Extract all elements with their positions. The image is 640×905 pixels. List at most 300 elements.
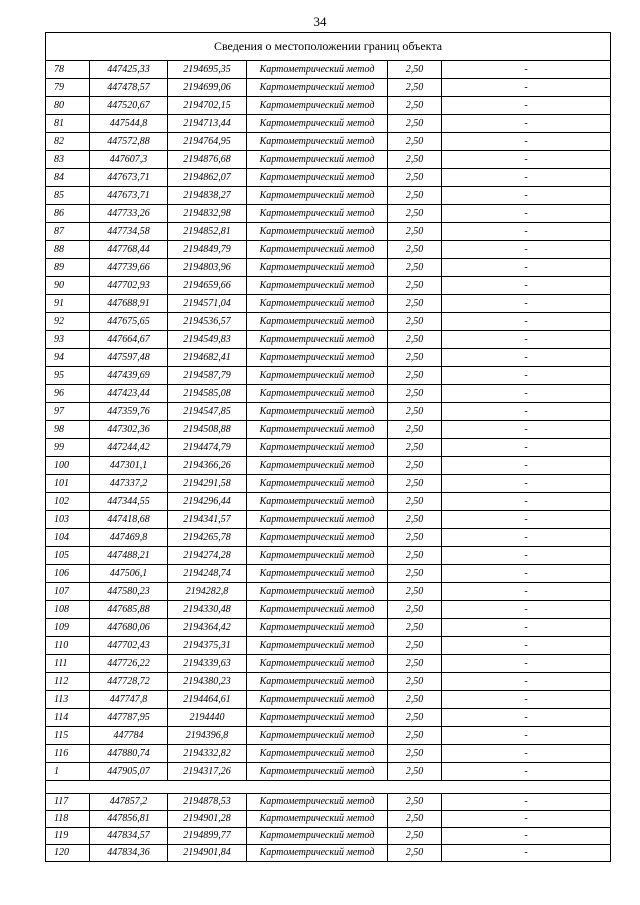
table-row (46, 115, 611, 133)
point-number-cell: 79 (46, 79, 90, 97)
coord-x-cell: 447423,44 (90, 385, 168, 403)
point-number-cell: 112 (46, 673, 90, 691)
accuracy-cell: 2,50 (388, 547, 442, 565)
separator-row (46, 781, 611, 794)
description-cell: - (442, 475, 611, 493)
coord-y-cell: 2194699,06 (168, 79, 247, 97)
coord-x-cell: 447726,22 (90, 655, 168, 673)
coord-y-cell: 2194585,08 (168, 385, 247, 403)
coord-x-cell: 447834,36 (90, 845, 168, 862)
coord-x-cell: 447880,74 (90, 745, 168, 763)
method-cell: Картометрический метод (247, 151, 388, 169)
method-cell: Картометрический метод (247, 547, 388, 565)
table-row (46, 493, 611, 511)
description-cell: - (442, 673, 611, 691)
coord-y-cell: 2194332,82 (168, 745, 247, 763)
method-cell: Картометрический метод (247, 187, 388, 205)
point-number-cell: 104 (46, 529, 90, 547)
table-row (46, 637, 611, 655)
description-cell: - (442, 811, 611, 828)
accuracy-cell: 2,50 (388, 601, 442, 619)
accuracy-cell: 2,50 (388, 97, 442, 115)
method-cell: Картометрический метод (247, 493, 388, 511)
point-number-cell: 119 (46, 828, 90, 845)
table-row (46, 223, 611, 241)
accuracy-cell: 2,50 (388, 845, 442, 862)
coord-x-cell: 447425,33 (90, 61, 168, 79)
point-number-cell: 78 (46, 61, 90, 79)
point-number-cell: 1 (46, 763, 90, 781)
coord-x-cell: 447478,57 (90, 79, 168, 97)
table-row (46, 727, 611, 745)
method-cell: Картометрический метод (247, 367, 388, 385)
accuracy-cell: 2,50 (388, 745, 442, 763)
coord-x-cell: 447544,8 (90, 115, 168, 133)
accuracy-cell: 2,50 (388, 259, 442, 277)
table-row (46, 205, 611, 223)
coord-y-cell: 2194536,57 (168, 313, 247, 331)
coord-y-cell: 2194248,74 (168, 565, 247, 583)
table-row (46, 241, 611, 259)
table-row (46, 709, 611, 727)
table-row (46, 367, 611, 385)
accuracy-cell: 2,50 (388, 223, 442, 241)
point-number-cell: 92 (46, 313, 90, 331)
method-cell: Картометрический метод (247, 61, 388, 79)
description-cell: - (442, 547, 611, 565)
table-row (46, 349, 611, 367)
method-cell: Картометрический метод (247, 619, 388, 637)
method-cell: Картометрический метод (247, 794, 388, 811)
accuracy-cell: 2,50 (388, 727, 442, 745)
coord-x-cell: 447856,81 (90, 811, 168, 828)
point-number-cell: 111 (46, 655, 90, 673)
accuracy-cell: 2,50 (388, 529, 442, 547)
table-row (46, 828, 611, 845)
coord-y-cell: 2194862,07 (168, 169, 247, 187)
coord-y-cell: 2194682,41 (168, 349, 247, 367)
table-row (46, 169, 611, 187)
table-row (46, 331, 611, 349)
coord-y-cell: 2194713,44 (168, 115, 247, 133)
table-row (46, 277, 611, 295)
coord-y-cell: 2194702,15 (168, 97, 247, 115)
point-number-cell: 86 (46, 205, 90, 223)
description-cell: - (442, 709, 611, 727)
table-row (46, 811, 611, 828)
accuracy-cell: 2,50 (388, 583, 442, 601)
method-cell: Картометрический метод (247, 457, 388, 475)
coord-x-cell: 447418,68 (90, 511, 168, 529)
point-number-cell: 81 (46, 115, 90, 133)
point-number-cell: 85 (46, 187, 90, 205)
coord-x-cell: 447520,67 (90, 97, 168, 115)
method-cell: Картометрический метод (247, 313, 388, 331)
description-cell: - (442, 313, 611, 331)
coord-x-cell: 447784 (90, 727, 168, 745)
accuracy-cell: 2,50 (388, 637, 442, 655)
table-row (46, 439, 611, 457)
accuracy-cell: 2,50 (388, 655, 442, 673)
table-row (46, 151, 611, 169)
description-cell: - (442, 205, 611, 223)
method-cell: Картометрический метод (247, 115, 388, 133)
description-cell: - (442, 727, 611, 745)
table-row (46, 295, 611, 313)
point-number-cell: 105 (46, 547, 90, 565)
point-number-cell: 120 (46, 845, 90, 862)
coord-x-cell: 447344,55 (90, 493, 168, 511)
coord-x-cell: 447747,8 (90, 691, 168, 709)
coord-y-cell: 2194366,26 (168, 457, 247, 475)
point-number-cell: 114 (46, 709, 90, 727)
point-number-cell: 90 (46, 277, 90, 295)
method-cell: Картометрический метод (247, 655, 388, 673)
coord-x-cell: 447439,69 (90, 367, 168, 385)
description-cell: - (442, 169, 611, 187)
description-cell: - (442, 565, 611, 583)
coord-x-cell: 447301,1 (90, 457, 168, 475)
method-cell: Картометрический метод (247, 439, 388, 457)
method-cell: Картометрический метод (247, 421, 388, 439)
coord-y-cell: 2194380,23 (168, 673, 247, 691)
point-number-cell: 89 (46, 259, 90, 277)
page-number: 34 (313, 14, 327, 29)
coord-x-cell: 447702,43 (90, 637, 168, 655)
description-cell: - (442, 115, 611, 133)
accuracy-cell: 2,50 (388, 367, 442, 385)
accuracy-cell: 2,50 (388, 241, 442, 259)
description-cell: - (442, 241, 611, 259)
coord-y-cell: 2194317,26 (168, 763, 247, 781)
coord-x-cell: 447488,21 (90, 547, 168, 565)
accuracy-cell: 2,50 (388, 133, 442, 151)
description-cell: - (442, 259, 611, 277)
accuracy-cell: 2,50 (388, 493, 442, 511)
coord-y-cell: 2194901,28 (168, 811, 247, 828)
accuracy-cell: 2,50 (388, 457, 442, 475)
table-row (46, 187, 611, 205)
table-row (46, 691, 611, 709)
coord-x-cell: 447244,42 (90, 439, 168, 457)
method-cell: Картометрический метод (247, 403, 388, 421)
coord-y-cell: 2194764,95 (168, 133, 247, 151)
description-cell: - (442, 619, 611, 637)
accuracy-cell: 2,50 (388, 709, 442, 727)
coord-x-cell: 447857,2 (90, 794, 168, 811)
table-row (46, 547, 611, 565)
method-cell: Картометрический метод (247, 828, 388, 845)
coord-y-cell: 2194474,79 (168, 439, 247, 457)
coord-x-cell: 447673,71 (90, 187, 168, 205)
point-number-cell: 116 (46, 745, 90, 763)
point-number-cell: 109 (46, 619, 90, 637)
point-number-cell: 95 (46, 367, 90, 385)
point-number-cell: 87 (46, 223, 90, 241)
description-cell: - (442, 331, 611, 349)
description-cell: - (442, 655, 611, 673)
accuracy-cell: 2,50 (388, 313, 442, 331)
method-cell: Картометрический метод (247, 583, 388, 601)
description-cell: - (442, 133, 611, 151)
table-row (46, 313, 611, 331)
accuracy-cell: 2,50 (388, 794, 442, 811)
coord-x-cell: 447607,3 (90, 151, 168, 169)
coord-x-cell: 447688,91 (90, 295, 168, 313)
point-number-cell: 102 (46, 493, 90, 511)
method-cell: Картометрический метод (247, 169, 388, 187)
description-cell: - (442, 794, 611, 811)
table-row (46, 421, 611, 439)
coord-y-cell: 2194364,42 (168, 619, 247, 637)
coord-x-cell: 447359,76 (90, 403, 168, 421)
method-cell: Картометрический метод (247, 565, 388, 583)
coord-x-cell: 447905,07 (90, 763, 168, 781)
description-cell: - (442, 583, 611, 601)
coord-x-cell: 447664,67 (90, 331, 168, 349)
table-row (46, 655, 611, 673)
point-number-cell: 97 (46, 403, 90, 421)
coord-x-cell: 447680,06 (90, 619, 168, 637)
description-cell: - (442, 187, 611, 205)
description-cell: - (442, 349, 611, 367)
accuracy-cell: 2,50 (388, 331, 442, 349)
point-number-cell: 94 (46, 349, 90, 367)
description-cell: - (442, 511, 611, 529)
coord-x-cell: 447787,95 (90, 709, 168, 727)
description-cell: - (442, 529, 611, 547)
point-number-cell: 100 (46, 457, 90, 475)
point-number-cell: 118 (46, 811, 90, 828)
coord-y-cell: 2194291,58 (168, 475, 247, 493)
coord-y-cell: 2194852,81 (168, 223, 247, 241)
coord-x-cell: 447733,26 (90, 205, 168, 223)
method-cell: Картометрический метод (247, 673, 388, 691)
table-row (46, 583, 611, 601)
method-cell: Картометрический метод (247, 691, 388, 709)
description-cell: - (442, 763, 611, 781)
coord-y-cell: 2194396,8 (168, 727, 247, 745)
accuracy-cell: 2,50 (388, 439, 442, 457)
coord-x-cell: 447685,88 (90, 601, 168, 619)
method-cell: Картометрический метод (247, 763, 388, 781)
table-row (46, 475, 611, 493)
method-cell: Картометрический метод (247, 475, 388, 493)
point-number-cell: 93 (46, 331, 90, 349)
coord-x-cell: 447702,93 (90, 277, 168, 295)
coord-y-cell: 2194849,79 (168, 241, 247, 259)
coord-x-cell: 447506,1 (90, 565, 168, 583)
point-number-cell: 115 (46, 727, 90, 745)
description-cell: - (442, 223, 611, 241)
coord-y-cell: 2194876,68 (168, 151, 247, 169)
table-row (46, 403, 611, 421)
coord-x-cell: 447572,88 (90, 133, 168, 151)
accuracy-cell: 2,50 (388, 403, 442, 421)
description-cell: - (442, 403, 611, 421)
accuracy-cell: 2,50 (388, 619, 442, 637)
table-row (46, 673, 611, 691)
description-cell: - (442, 439, 611, 457)
method-cell: Картометрический метод (247, 241, 388, 259)
coord-x-cell: 447675,65 (90, 313, 168, 331)
accuracy-cell: 2,50 (388, 79, 442, 97)
coord-y-cell: 2194464,61 (168, 691, 247, 709)
method-cell: Картометрический метод (247, 385, 388, 403)
point-number-cell: 117 (46, 794, 90, 811)
table-row (46, 385, 611, 403)
table-row (46, 259, 611, 277)
description-cell: - (442, 79, 611, 97)
description-cell: - (442, 845, 611, 862)
method-cell: Картометрический метод (247, 295, 388, 313)
coord-x-cell: 447302,36 (90, 421, 168, 439)
coord-x-cell: 447469,8 (90, 529, 168, 547)
coord-y-cell: 2194587,79 (168, 367, 247, 385)
point-number-cell: 83 (46, 151, 90, 169)
coord-y-cell: 2194659,66 (168, 277, 247, 295)
method-cell: Картометрический метод (247, 349, 388, 367)
description-cell: - (442, 151, 611, 169)
method-cell: Картометрический метод (247, 637, 388, 655)
point-number-cell: 98 (46, 421, 90, 439)
coord-y-cell: 2194508,88 (168, 421, 247, 439)
point-number-cell: 103 (46, 511, 90, 529)
coord-y-cell: 2194339,63 (168, 655, 247, 673)
point-number-cell: 108 (46, 601, 90, 619)
table-row (46, 565, 611, 583)
point-number-cell: 101 (46, 475, 90, 493)
accuracy-cell: 2,50 (388, 205, 442, 223)
separator-cell (46, 781, 611, 794)
accuracy-cell: 2,50 (388, 295, 442, 313)
coord-x-cell: 447673,71 (90, 169, 168, 187)
coord-y-cell: 2194265,78 (168, 529, 247, 547)
point-number-cell: 96 (46, 385, 90, 403)
method-cell: Картометрический метод (247, 97, 388, 115)
accuracy-cell: 2,50 (388, 565, 442, 583)
table-row (46, 794, 611, 811)
accuracy-cell: 2,50 (388, 151, 442, 169)
method-cell: Картометрический метод (247, 745, 388, 763)
point-number-cell: 113 (46, 691, 90, 709)
coord-x-cell: 447728,72 (90, 673, 168, 691)
coord-x-cell: 447768,44 (90, 241, 168, 259)
coord-x-cell: 447834,57 (90, 828, 168, 845)
table-title-row (46, 33, 611, 61)
coord-y-cell: 2194878,53 (168, 794, 247, 811)
table-row (46, 763, 611, 781)
table-row (46, 97, 611, 115)
accuracy-cell: 2,50 (388, 475, 442, 493)
coord-x-cell: 447337,2 (90, 475, 168, 493)
table-row (46, 745, 611, 763)
coord-y-cell: 2194375,31 (168, 637, 247, 655)
accuracy-cell: 2,50 (388, 385, 442, 403)
accuracy-cell: 2,50 (388, 673, 442, 691)
description-cell: - (442, 385, 611, 403)
coord-y-cell: 2194296,44 (168, 493, 247, 511)
table-row (46, 133, 611, 151)
table-row (46, 61, 611, 79)
accuracy-cell: 2,50 (388, 169, 442, 187)
point-number-cell: 88 (46, 241, 90, 259)
point-number-cell: 110 (46, 637, 90, 655)
description-cell: - (442, 61, 611, 79)
method-cell: Картометрический метод (247, 331, 388, 349)
accuracy-cell: 2,50 (388, 421, 442, 439)
description-cell: - (442, 277, 611, 295)
coord-y-cell: 2194549,83 (168, 331, 247, 349)
accuracy-cell: 2,50 (388, 61, 442, 79)
point-number-cell: 99 (46, 439, 90, 457)
method-cell: Картометрический метод (247, 727, 388, 745)
method-cell: Картометрический метод (247, 709, 388, 727)
coord-x-cell: 447580,23 (90, 583, 168, 601)
table-row (46, 79, 611, 97)
boundary-coordinates-table (45, 32, 611, 862)
method-cell: Картометрический метод (247, 277, 388, 295)
description-cell: - (442, 828, 611, 845)
accuracy-cell: 2,50 (388, 115, 442, 133)
method-cell: Картометрический метод (247, 205, 388, 223)
method-cell: Картометрический метод (247, 79, 388, 97)
description-cell: - (442, 691, 611, 709)
accuracy-cell: 2,50 (388, 828, 442, 845)
method-cell: Картометрический метод (247, 259, 388, 277)
coord-y-cell: 2194341,57 (168, 511, 247, 529)
description-cell: - (442, 421, 611, 439)
method-cell: Картометрический метод (247, 811, 388, 828)
accuracy-cell: 2,50 (388, 187, 442, 205)
coord-y-cell: 2194330,48 (168, 601, 247, 619)
coord-y-cell: 2194838,27 (168, 187, 247, 205)
table-row (46, 511, 611, 529)
table-row (46, 529, 611, 547)
description-cell: - (442, 295, 611, 313)
coord-y-cell: 2194901,84 (168, 845, 247, 862)
accuracy-cell: 2,50 (388, 277, 442, 295)
point-number-cell: 84 (46, 169, 90, 187)
point-number-cell: 82 (46, 133, 90, 151)
coord-x-cell: 447734,58 (90, 223, 168, 241)
table-title: Сведения о местоположении границ объекта (46, 33, 611, 61)
coord-y-cell: 2194282,8 (168, 583, 247, 601)
description-cell: - (442, 457, 611, 475)
point-number-cell: 91 (46, 295, 90, 313)
description-cell: - (442, 745, 611, 763)
method-cell: Картометрический метод (247, 601, 388, 619)
method-cell: Картометрический метод (247, 845, 388, 862)
accuracy-cell: 2,50 (388, 691, 442, 709)
point-number-cell: 80 (46, 97, 90, 115)
point-number-cell: 106 (46, 565, 90, 583)
description-cell: - (442, 493, 611, 511)
coord-x-cell: 447597,48 (90, 349, 168, 367)
accuracy-cell: 2,50 (388, 811, 442, 828)
coord-y-cell: 2194832,98 (168, 205, 247, 223)
coord-x-cell: 447739,66 (90, 259, 168, 277)
accuracy-cell: 2,50 (388, 511, 442, 529)
coord-y-cell: 2194803,96 (168, 259, 247, 277)
coord-y-cell: 2194571,04 (168, 295, 247, 313)
accuracy-cell: 2,50 (388, 349, 442, 367)
method-cell: Картометрический метод (247, 133, 388, 151)
table-row (46, 845, 611, 862)
description-cell: - (442, 367, 611, 385)
description-cell: - (442, 601, 611, 619)
table-row (46, 601, 611, 619)
